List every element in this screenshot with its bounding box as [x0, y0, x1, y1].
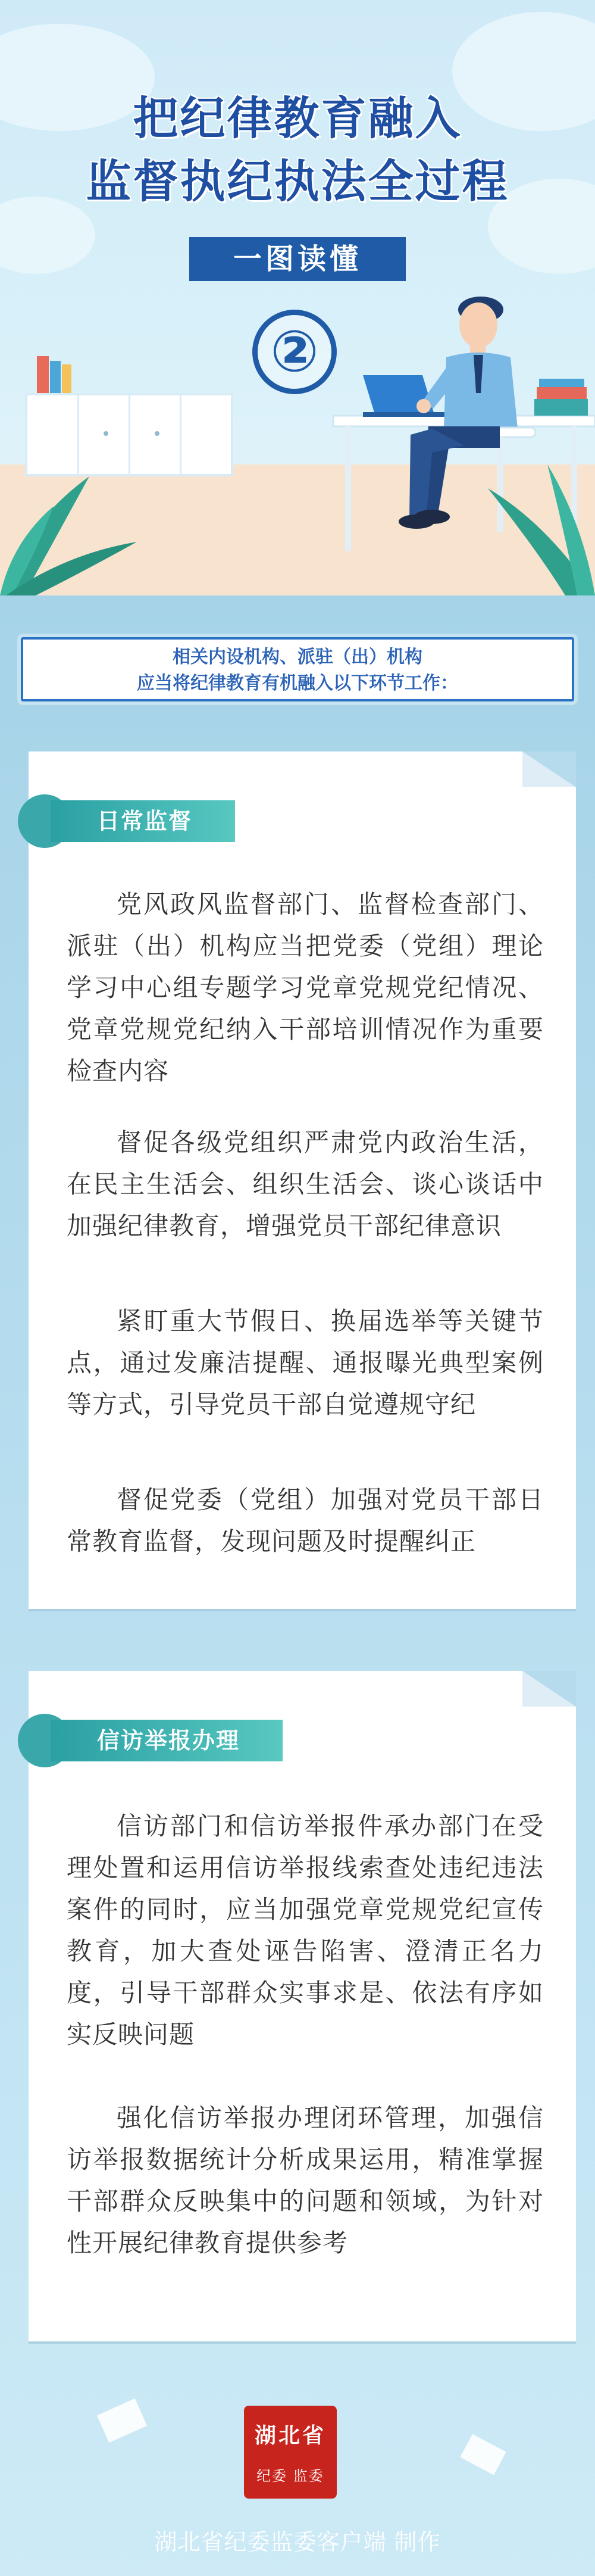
section-paragraph: 信访部门和信访举报件承办部门在受理处置和运用信访举报线索查处违纪违法案件的同时，应当加强党章党规党纪宣传教育，加大查处诬告陷害、澄清正名力度，引导干部群众实事求是、依法有序如实反映问题	[67, 1811, 544, 2049]
plant-right-illustration	[464, 429, 595, 595]
intro-line1: 相关内设机构、派驻（出）机构	[173, 647, 422, 668]
section-paragraph: 紧盯重大节假日、换届选举等关键节点，通过发廉洁提醒、通报曝光典型案例等方式，引导党员干部自觉遵规守纪	[67, 1306, 544, 1419]
book-stack-left-icon	[37, 356, 49, 393]
section-paragraph: 督促各级党组织严肃党内政治生活，在民主生活会、组织生活会、谈心谈话中加强纪律教育，增强党员干部纪律意识	[67, 1128, 544, 1240]
section-paragraph: 督促党委（党组）加强对党员干部日常教育监督，发现问题及时提醒纠正	[67, 1485, 544, 1556]
page-fold-corner	[522, 751, 576, 787]
section-title: 信访举报办理	[51, 1720, 283, 1761]
hubei-discipline-logo	[244, 2406, 337, 2499]
book-stack-left-icon-2	[50, 361, 61, 393]
page-title-line2: 监督执纪执法全过程	[86, 155, 509, 208]
issue-number-badge: ②	[252, 310, 337, 394]
page-title-line1: 把纪律教育融入	[133, 92, 462, 145]
logo-line1: 湖北省	[254, 2423, 326, 2448]
footer-credit: 湖北省纪委监委客户端 制作	[154, 2529, 441, 2555]
intro-line2: 应当将纪律教育有机融入以下环节工作：	[137, 673, 458, 694]
intro-box	[21, 637, 574, 701]
plant-left-illustration	[0, 453, 155, 595]
section-paragraph: 强化信访举报办理闭环管理，加强信访举报数据统计分析成果运用，精准掌握干部群众反映集中的问题和领域，为针对性开展纪律教育提供参考	[67, 2103, 544, 2257]
section-paragraph: 党风政风监督部门、监督检查部门、派驻（出）机构应当把党委（党组）理论学习中心组专题学习党章党规党纪情况、党章党规党纪纳入干部培训情况作为重要检查内容	[67, 890, 544, 1086]
page-fold-corner	[522, 1671, 576, 1707]
logo-line2: 纪委 监委	[256, 2468, 324, 2484]
subtitle-badge: 一图读懂	[189, 237, 406, 281]
book-stack-left-icon-3	[62, 364, 71, 393]
section-title: 日常监督	[51, 800, 235, 842]
